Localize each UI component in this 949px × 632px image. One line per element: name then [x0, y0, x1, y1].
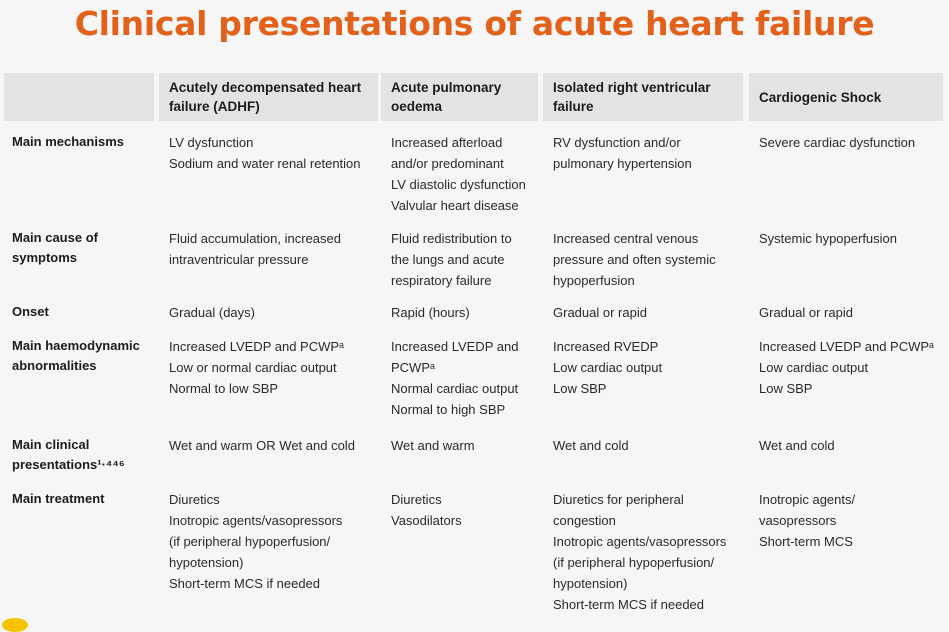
cell-line: (if peripheral hypoperfusion/ — [169, 534, 331, 549]
cell-shock-haemodynamic — [759, 336, 934, 399]
cell-line: Inotropic agents/vasopressors — [553, 534, 727, 549]
cell-adhf-onset — [169, 302, 255, 323]
cell-shock-onset — [759, 302, 853, 323]
header-label: Cardiogenic Shock — [759, 89, 882, 105]
row-label-onset — [12, 302, 152, 322]
cell-shock-cause — [759, 228, 897, 249]
cell-line: Increased central venous — [553, 231, 699, 246]
cell-line: Wet and warm OR Wet and cold — [169, 438, 355, 453]
cell-line: Wet and cold — [553, 438, 629, 453]
cell-line: Diuretics for peripheral — [553, 492, 684, 507]
cell-apo-mechanisms — [391, 132, 526, 216]
cell-line: vasopressors — [759, 513, 837, 528]
cell-line: Low SBP — [759, 381, 813, 396]
cell-line: PCWPᵃ — [391, 360, 435, 375]
cell-line: Diuretics — [391, 492, 442, 507]
row-label-line: Onset — [12, 304, 49, 319]
cell-line: Inotropic agents/vasopressors — [169, 513, 343, 528]
row-label-line: Main treatment — [12, 491, 105, 506]
cell-line: Vasodilators — [391, 513, 462, 528]
header-label: Acutely decompensated heart failure (ADHF) — [169, 80, 362, 114]
cell-line: intraventricular pressure — [169, 252, 309, 267]
cell-line: respiratory failure — [391, 273, 492, 288]
header-cell-right-ventricular-failure — [543, 73, 743, 121]
header-label: Acute pulmonary oedema — [391, 80, 502, 114]
cell-line: Fluid redistribution to — [391, 231, 512, 246]
cell-line: the lungs and acute — [391, 252, 505, 267]
cell-apo-haemodynamic — [391, 336, 518, 420]
cell-line: pressure and often systemic — [553, 252, 716, 267]
corner-decoration — [2, 618, 28, 632]
cell-line: Fluid accumulation, increased — [169, 231, 341, 246]
cell-line: Gradual or rapid — [759, 305, 853, 320]
cell-line: Sodium and water renal retention — [169, 156, 361, 171]
row-label-line: Main mechanisms — [12, 134, 124, 149]
cell-line: hypotension) — [169, 555, 244, 570]
cell-line: and/or predominant — [391, 156, 504, 171]
cell-line: Wet and warm — [391, 438, 475, 453]
header-label: Isolated right ventricular failure — [553, 80, 711, 114]
cell-line: Increased RVEDP — [553, 339, 659, 354]
cell-line: Normal to high SBP — [391, 402, 506, 417]
cell-line: Rapid (hours) — [391, 305, 470, 320]
cell-rvf-clinical — [553, 435, 629, 456]
cell-rvf-treatment — [553, 489, 726, 615]
cell-line: Short-term MCS if needed — [169, 576, 321, 591]
cell-line: Inotropic agents/ — [759, 492, 856, 507]
header-cell-acute-pulmonary-oedema — [381, 73, 538, 121]
cell-adhf-treatment — [169, 489, 342, 594]
cell-line: Diuretics — [169, 492, 220, 507]
row-label-main-cause-of-symptoms — [12, 228, 152, 268]
cell-rvf-cause — [553, 228, 716, 291]
row-label-line: Main haemodynamic — [12, 338, 140, 353]
cell-line: pulmonary hypertension — [553, 156, 692, 171]
cell-line: (if peripheral hypoperfusion/ — [553, 555, 715, 570]
cell-line: Increased LVEDP and PCWPᵃ — [169, 339, 344, 354]
row-label-line: symptoms — [12, 250, 78, 265]
row-label-line: presentations¹·⁴⁴⁶ — [12, 457, 125, 472]
cell-line: Low SBP — [553, 381, 607, 396]
cell-rvf-haemodynamic — [553, 336, 662, 399]
cell-apo-onset — [391, 302, 470, 323]
row-label-line: Main clinical — [12, 437, 90, 452]
cell-line: hypotension) — [553, 576, 628, 591]
row-label-main-mechanisms — [12, 132, 152, 152]
cell-line: Short-term MCS if needed — [553, 597, 705, 612]
cell-adhf-clinical — [169, 435, 355, 456]
cell-line: Gradual or rapid — [553, 305, 647, 320]
cell-line: RV dysfunction and/or — [553, 135, 681, 150]
row-label-line: abnormalities — [12, 358, 97, 373]
cell-line: Increased afterload — [391, 135, 503, 150]
cell-adhf-mechanisms — [169, 132, 361, 174]
cell-shock-clinical — [759, 435, 835, 456]
cell-shock-treatment — [759, 489, 855, 552]
cell-line: Systemic hypoperfusion — [759, 231, 898, 246]
slide-title: Clinical presentations of acute heart failure — [74, 4, 875, 43]
cell-apo-clinical — [391, 435, 475, 456]
cell-line: Increased LVEDP and PCWPᵃ — [759, 339, 934, 354]
cell-line: Increased LVEDP and — [391, 339, 519, 354]
cell-adhf-cause — [169, 228, 341, 270]
row-label-main-treatment — [12, 489, 152, 509]
cell-apo-cause — [391, 228, 512, 291]
header-cell-empty — [4, 73, 154, 121]
cell-line: Low or normal cardiac output — [169, 360, 337, 375]
row-label-main-haemodynamic-abnormalities — [12, 336, 152, 376]
cell-adhf-haemodynamic — [169, 336, 344, 399]
cell-line: congestion — [553, 513, 616, 528]
cell-line: Low cardiac output — [759, 360, 869, 375]
cell-line: Valvular heart disease — [391, 198, 519, 213]
cell-line: Wet and cold — [759, 438, 835, 453]
cell-rvf-onset — [553, 302, 647, 323]
cell-line: Gradual (days) — [169, 305, 255, 320]
cell-shock-mechanisms — [759, 132, 915, 153]
row-label-line: Main cause of — [12, 230, 98, 245]
cell-line: hypoperfusion — [553, 273, 635, 288]
cell-line: Normal to low SBP — [169, 381, 279, 396]
cell-line: Short-term MCS — [759, 534, 853, 549]
header-cell-cardiogenic-shock — [749, 73, 943, 121]
cell-line: Severe cardiac dysfunction — [759, 135, 916, 150]
row-label-main-clinical-presentations — [12, 435, 152, 475]
cell-line: Low cardiac output — [553, 360, 663, 375]
cell-line: LV diastolic dysfunction — [391, 177, 526, 192]
header-cell-adhf — [159, 73, 378, 121]
cell-line: Normal cardiac output — [391, 381, 519, 396]
cell-line: LV dysfunction — [169, 135, 254, 150]
cell-rvf-mechanisms — [553, 132, 692, 174]
cell-apo-treatment — [391, 489, 462, 531]
